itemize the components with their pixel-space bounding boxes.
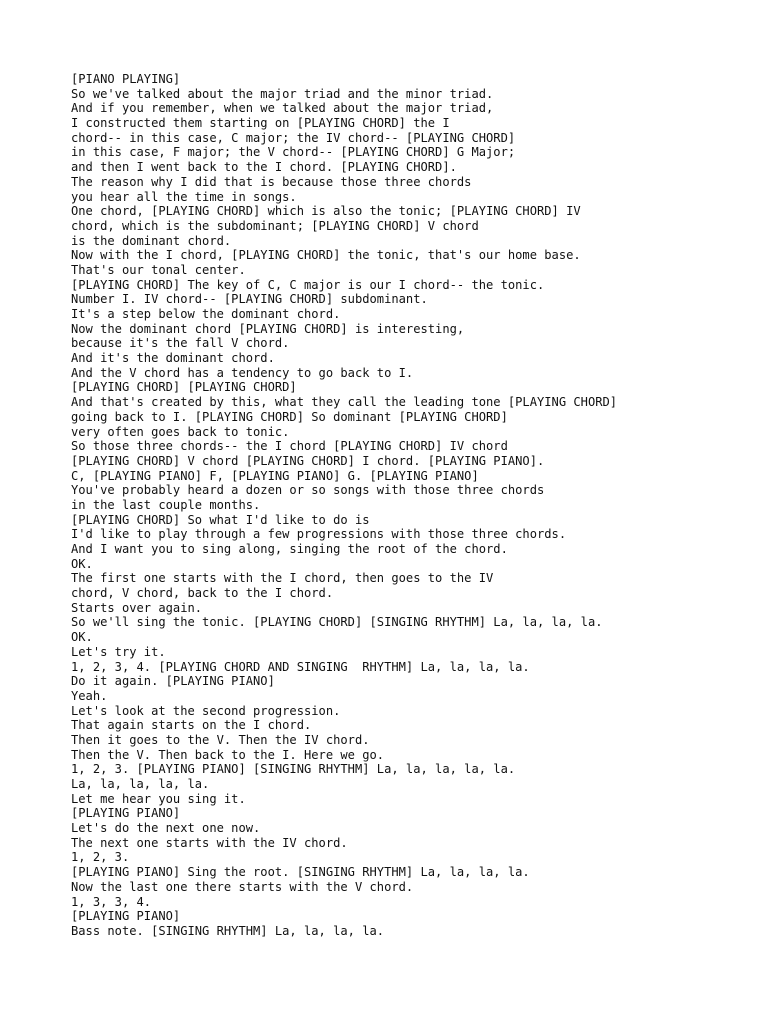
transcript-line: Let me hear you sing it. — [71, 791, 246, 806]
transcript-line: And that's created by this, what they call the leading tone [PLAYING CHORD] — [71, 395, 618, 410]
transcript-line: So those three chords-- the I chord [PLAYING CHORD] IV chord — [71, 439, 508, 454]
transcript-line: That's our tonal center. — [71, 262, 246, 277]
transcript-line: So we've talked about the major triad and the minor triad. — [71, 86, 494, 101]
transcript-line: [PLAYING PIANO] — [71, 909, 181, 924]
transcript-line: C, [PLAYING PIANO] F, [PLAYING PIANO] G. [PLAYING PIANO] — [71, 468, 479, 483]
transcript-line: Let's do the next one now. — [71, 821, 261, 836]
transcript-line: And it's the dominant chord. — [71, 351, 275, 366]
transcript-line: [PLAYING PIANO] Sing the root. [SINGING RHYTHM] La, la, la, la. — [71, 865, 530, 880]
transcript-line: you hear all the time in songs. — [71, 189, 297, 204]
transcript-line: You've probably heard a dozen or so songs with those three chords — [71, 483, 545, 498]
transcript-line: Do it again. [PLAYING PIANO] — [71, 674, 275, 689]
transcript-line: 1, 2, 3. — [71, 850, 130, 865]
transcript-line: Let's try it. — [71, 644, 166, 659]
transcript-line: Yeah. — [71, 688, 108, 703]
transcript-line: [PIANO PLAYING] — [71, 72, 181, 86]
transcript-line: And I want you to sing along, singing the root of the chord. — [71, 542, 508, 556]
transcript-line: [PLAYING CHORD] V chord [PLAYING CHORD] I chord. [PLAYING PIANO]. — [71, 453, 545, 468]
transcript-line: chord, V chord, back to the I chord. — [71, 586, 334, 601]
transcript-line: OK. — [71, 556, 93, 571]
transcript-line: And the V chord has a tendency to go back to I. — [71, 365, 414, 380]
transcript-line: So we'll sing the tonic. [PLAYING CHORD] [SINGING RHYTHM] La, la, la, la. — [71, 615, 603, 630]
transcript-line: [PLAYING PIANO] — [71, 806, 181, 821]
transcript-line: I'd like to play through a few progressions with those three chords. — [71, 527, 567, 542]
transcript-line: And if you remember, when we talked about the major triad, — [71, 101, 494, 116]
transcript-line: One chord, [PLAYING CHORD] which is also the tonic; [PLAYING CHORD] IV — [71, 204, 581, 219]
transcript-line: Then it goes to the V. Then the IV chord. — [71, 732, 370, 747]
transcript-line: 1, 3, 3, 4. — [71, 894, 152, 909]
transcript-line: Now with the I chord, [PLAYING CHORD] the tonic, that's our home base. — [71, 248, 581, 263]
transcript-line: [PLAYING CHORD] The key of C, C major is our I chord-- the tonic. — [71, 277, 545, 292]
transcript-line: I constructed them starting on [PLAYING CHORD] the I — [71, 116, 450, 131]
transcript-line: The reason why I did that is because those three chords — [71, 174, 472, 189]
transcript-line: and then I went back to the I chord. [PLAYING CHORD]. — [71, 160, 457, 175]
transcript-line: going back to I. [PLAYING CHORD] So dominant [PLAYING CHORD] — [71, 409, 508, 424]
transcript-line: [PLAYING CHORD] [PLAYING CHORD] — [71, 380, 297, 395]
transcript-line: chord-- in this case, C major; the IV chord-- [PLAYING CHORD] — [71, 130, 516, 145]
transcript-line: Number I. IV chord-- [PLAYING CHORD] subdominant. — [71, 292, 428, 307]
transcript-line: Let's look at the second progression. — [71, 703, 341, 718]
transcript-line: The first one starts with the I chord, then goes to the IV — [71, 571, 494, 586]
transcript-line: OK. — [71, 630, 93, 645]
transcript-line: It's a step below the dominant chord. — [71, 307, 341, 321]
transcript-line: chord, which is the subdominant; [PLAYING CHORD] V chord — [71, 218, 479, 233]
transcript-line: The next one starts with the IV chord. — [71, 835, 348, 850]
transcript-line: in the last couple months. — [71, 497, 261, 512]
transcript-line: 1, 2, 3. [PLAYING PIANO] [SINGING RHYTHM] La, la, la, la, la. — [71, 762, 516, 777]
transcript-line: La, la, la, la, la. — [71, 777, 210, 791]
transcript-line: Starts over again. — [71, 600, 203, 615]
transcript-text — [71, 72, 751, 939]
transcript-line: [PLAYING CHORD] So what I'd like to do is — [71, 512, 370, 527]
transcript-line: That again starts on the I chord. — [71, 718, 312, 733]
transcript-line: Then the V. Then back to the I. Here we go. — [71, 747, 385, 762]
transcript-page — [71, 72, 751, 939]
transcript-line: 1, 2, 3, 4. [PLAYING CHORD AND SINGING RHYTHM] La, la, la, la. — [71, 659, 530, 674]
transcript-line: very often goes back to tonic. — [71, 424, 290, 439]
transcript-line: Bass note. [SINGING RHYTHM] La, la, la, la. — [71, 923, 385, 938]
transcript-line: Now the last one there starts with the V chord. — [71, 879, 414, 894]
transcript-line: because it's the fall V chord. — [71, 336, 290, 351]
transcript-line: Now the dominant chord [PLAYING CHORD] is interesting, — [71, 321, 465, 336]
transcript-line: in this case, F major; the V chord-- [PLAYING CHORD] G Major; — [71, 145, 516, 160]
transcript-line: is the dominant chord. — [71, 233, 232, 248]
